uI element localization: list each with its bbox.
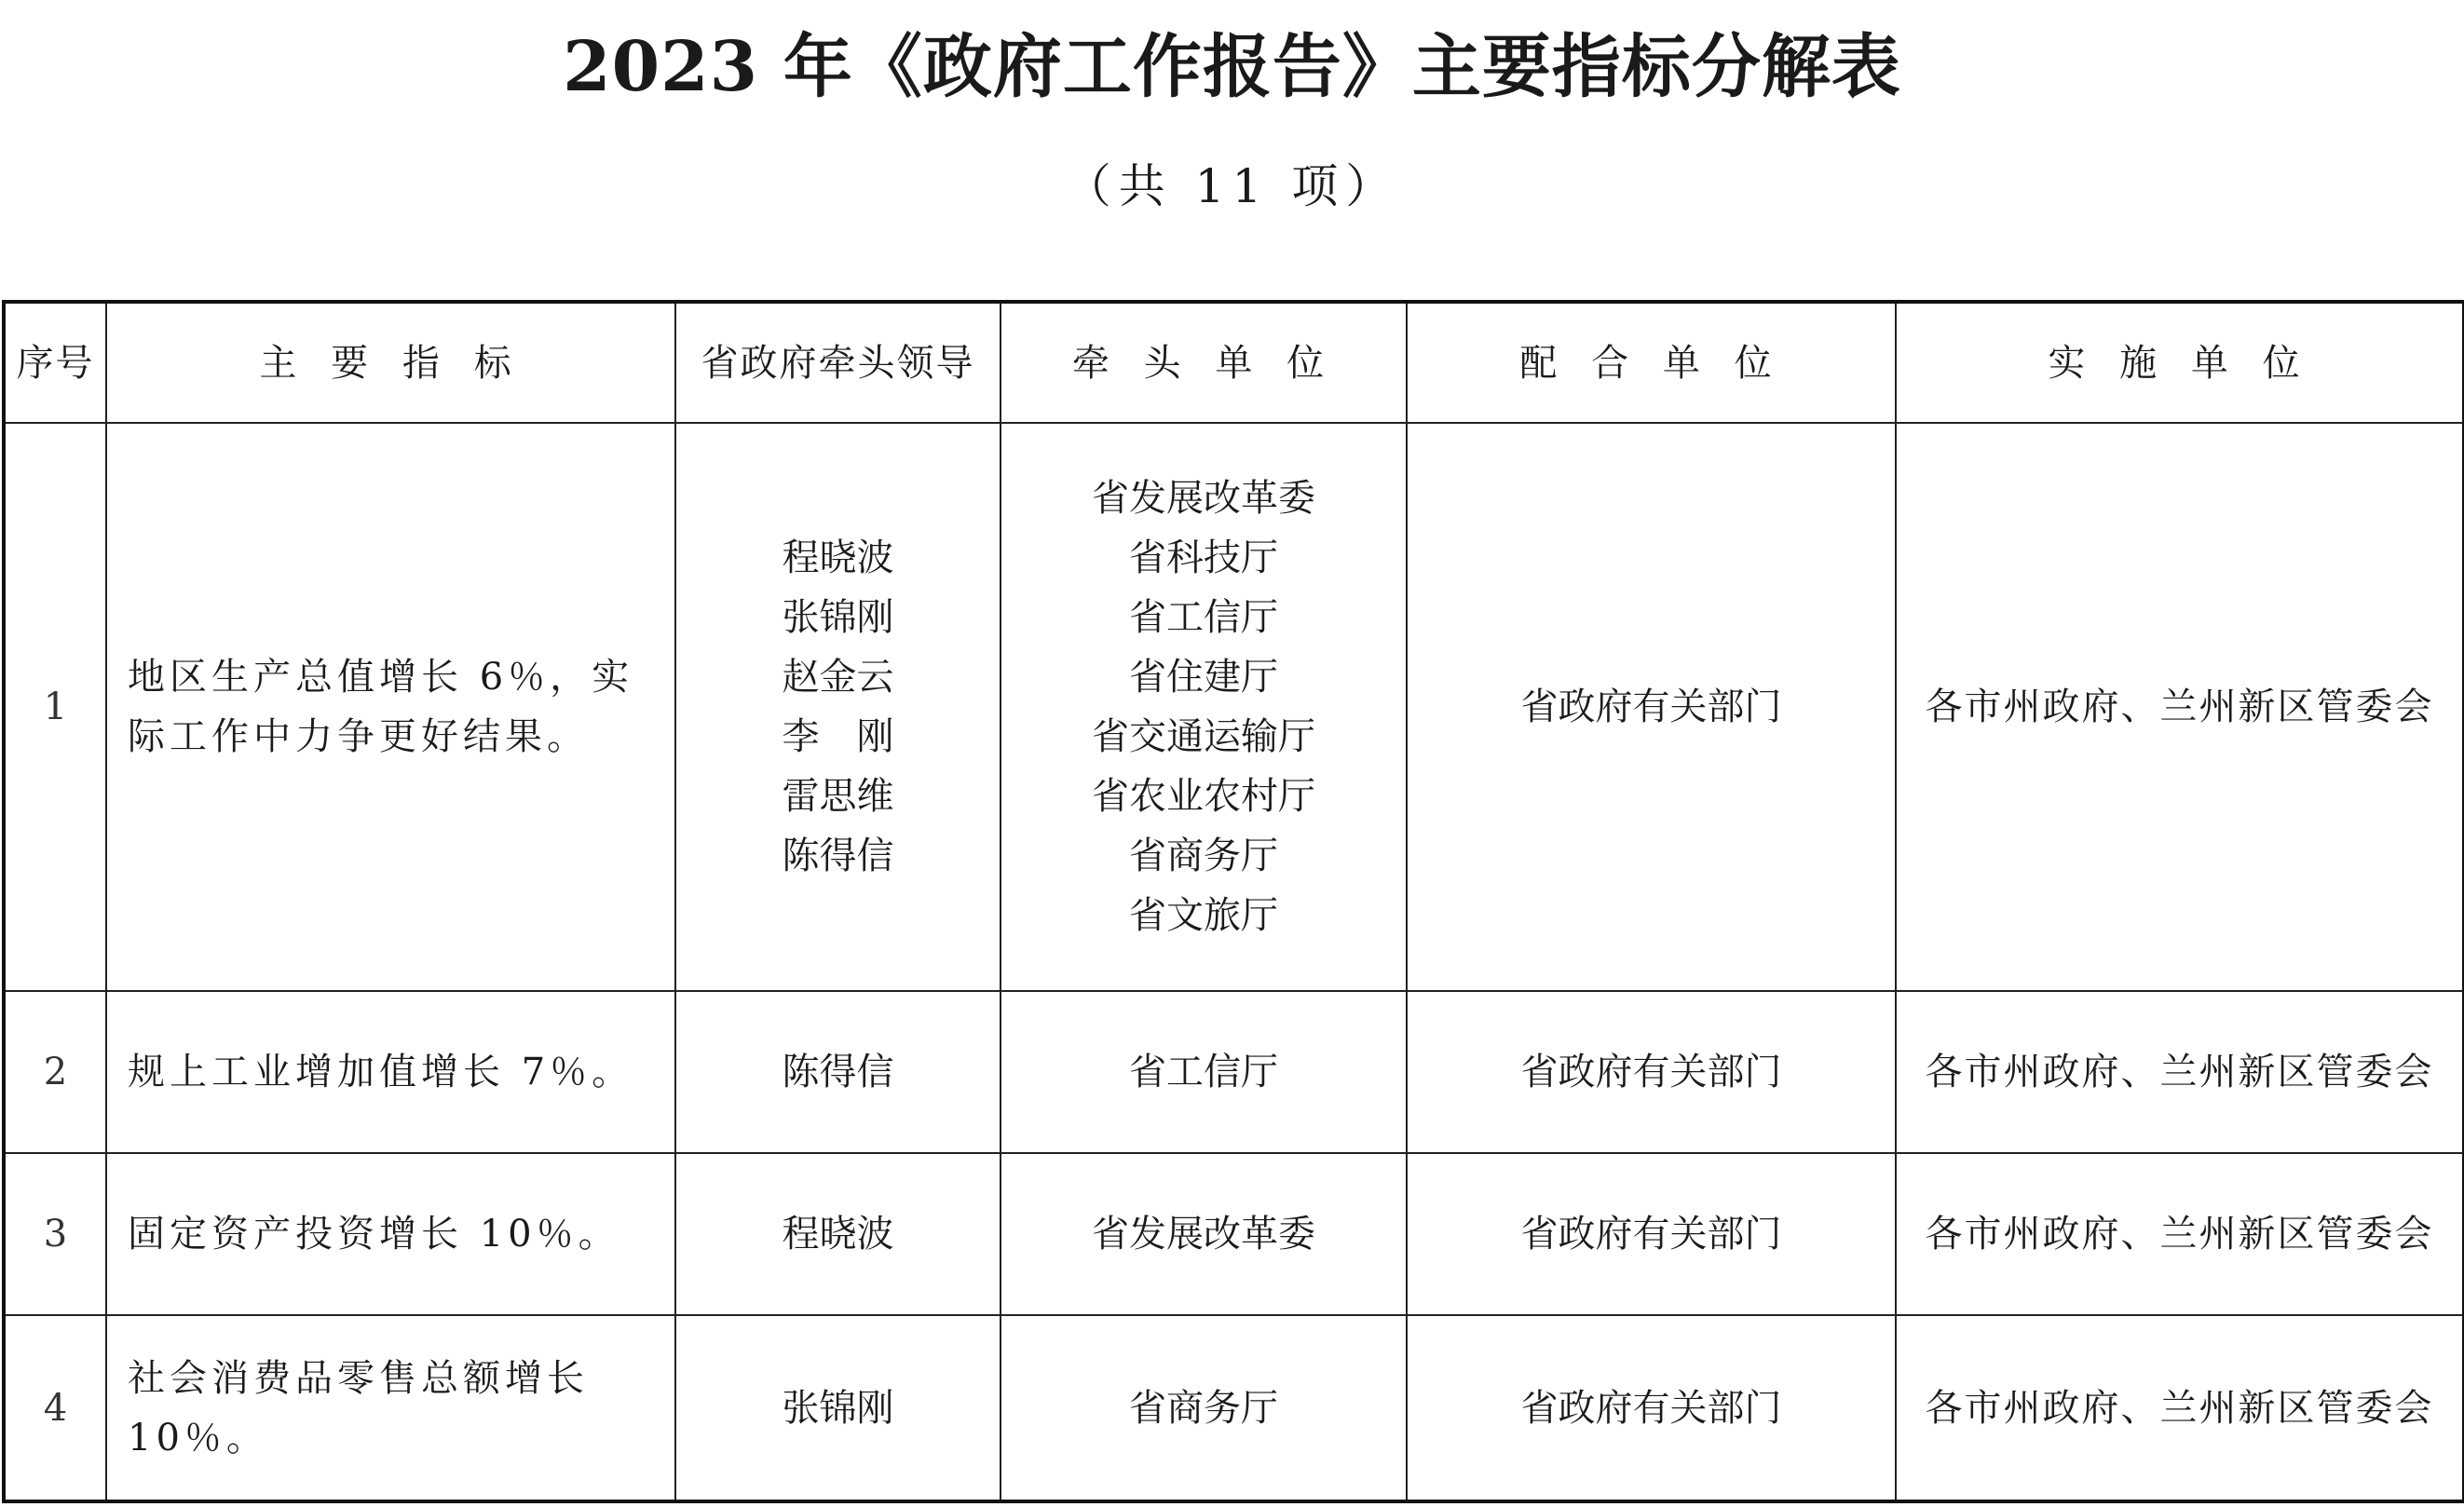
lead-unit-name: 省商务厅 <box>1129 835 1278 877</box>
lead-unit-name: 省工信厅 <box>1129 596 1278 639</box>
leader-name: 赵金云 <box>782 656 894 699</box>
coop-unit-cell: 省政府有关部门 <box>1407 991 1896 1153</box>
indicator-cell: 地区生产总值增长 6％，实际工作中力争更好结果。 <box>106 423 675 991</box>
table-row <box>4 991 2464 1153</box>
leader-name: 张锦刚 <box>782 596 894 639</box>
lead-unit-name: 省交通运输厅 <box>1092 715 1315 758</box>
indicator-cell: 固定资产投资增长 10％。 <box>106 1153 675 1315</box>
leader-name: 雷思维 <box>782 775 894 818</box>
lead-unit-cell <box>1001 423 1407 991</box>
impl-unit-cell: 各市州政府、兰州新区管委会 <box>1896 991 2464 1153</box>
document-subtitle: （共 11 项） <box>1064 159 1400 213</box>
coop-unit-cell: 省政府有关部门 <box>1407 1153 1896 1315</box>
leader-name: 李 刚 <box>782 715 894 758</box>
row-number: 2 <box>4 991 106 1153</box>
table-row <box>4 1153 2464 1315</box>
table-header-row <box>4 302 2464 423</box>
row-number: 1 <box>4 423 106 991</box>
header-no: 序号 <box>4 302 106 423</box>
coop-unit-cell: 省政府有关部门 <box>1407 1315 1896 1501</box>
indicator-cell: 社会消费品零售总额增长 10％。 <box>106 1315 675 1501</box>
table-row <box>4 423 2464 991</box>
impl-unit-cell: 各市州政府、兰州新区管委会 <box>1896 423 2464 991</box>
indicator-cell: 规上工业增加值增长 7％。 <box>106 991 675 1153</box>
coop-unit-cell: 省政府有关部门 <box>1407 423 1896 991</box>
header-coop-unit: 配 合 单 位 <box>1407 302 1896 423</box>
row-number: 3 <box>4 1153 106 1315</box>
leader-cell <box>675 423 1001 991</box>
header-impl-unit: 实 施 单 位 <box>1896 302 2464 423</box>
impl-unit-cell: 各市州政府、兰州新区管委会 <box>1896 1153 2464 1315</box>
header-lead-unit: 牵 头 单 位 <box>1001 302 1407 423</box>
leader-name: 程晓波 <box>782 536 894 579</box>
lead-unit-name: 省科技厅 <box>1129 536 1278 579</box>
impl-unit-cell: 各市州政府、兰州新区管委会 <box>1896 1315 2464 1501</box>
leader-cell: 张锦刚 <box>675 1315 1001 1501</box>
lead-unit-name: 省农业农村厅 <box>1092 775 1315 818</box>
leader-name: 陈得信 <box>782 835 894 877</box>
lead-unit-cell: 省商务厅 <box>1001 1315 1407 1501</box>
header-indicator: 主 要 指 标 <box>106 302 675 423</box>
indicator-breakdown-table <box>2 300 2464 1503</box>
table-row <box>4 1315 2464 1501</box>
lead-unit-cell: 省工信厅 <box>1001 991 1407 1153</box>
lead-unit-name: 省发展改革委 <box>1092 477 1315 520</box>
leader-cell: 程晓波 <box>675 1153 1001 1315</box>
document-title: 2023 年《政府工作报告》主要指标分解表 <box>563 27 1901 107</box>
lead-unit-name: 省文旅厅 <box>1129 894 1278 937</box>
header-leader: 省政府牵头领导 <box>675 302 1001 423</box>
lead-unit-name: 省住建厅 <box>1129 656 1278 699</box>
row-number: 4 <box>4 1315 106 1501</box>
lead-unit-cell: 省发展改革委 <box>1001 1153 1407 1315</box>
leader-cell: 陈得信 <box>675 991 1001 1153</box>
